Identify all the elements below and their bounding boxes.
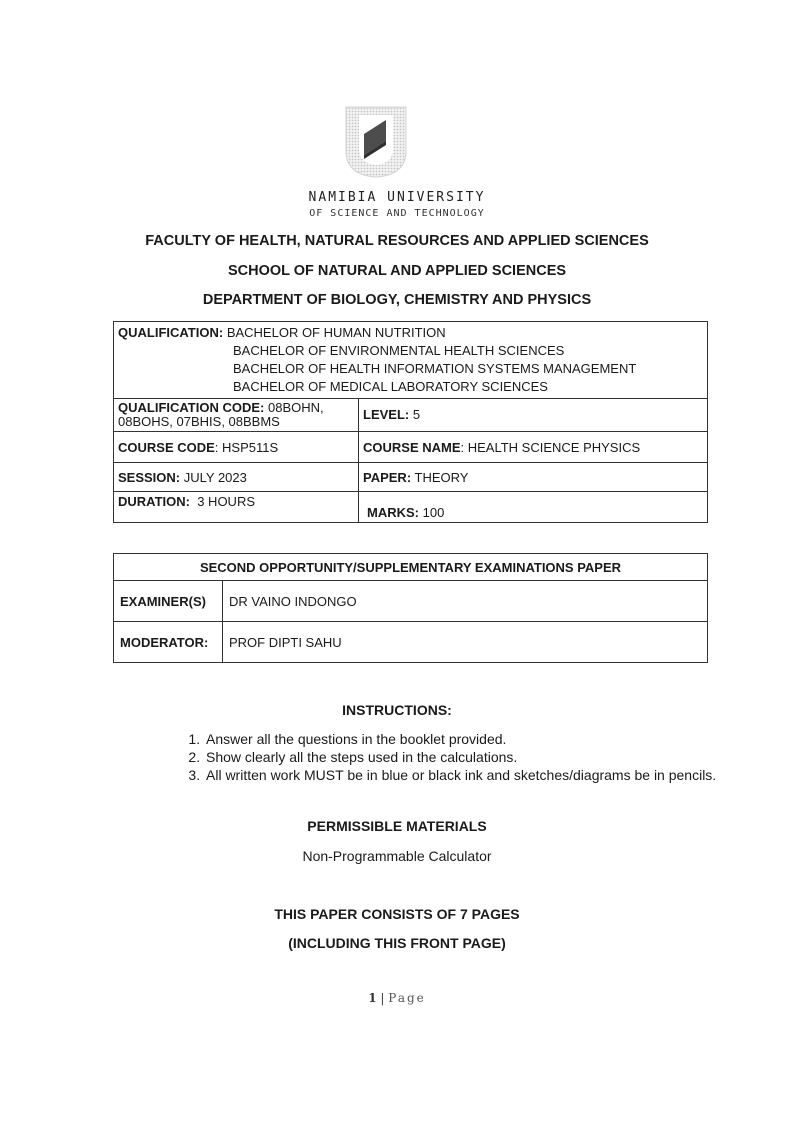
qualification-code-cell [114,399,359,432]
duration-label: DURATION: [118,494,190,509]
duration-cell [114,492,359,523]
qualification-code-row [114,399,708,432]
university-logo [339,101,413,179]
examiner-row [114,581,708,622]
course-code-cell [114,432,359,463]
qualification-row [114,322,708,399]
page-label: Page [388,991,426,1005]
instruction-item: 2. Show clearly all the steps used in the calculations. [204,748,724,766]
faculty-heading: FACULTY OF HEALTH, NATURAL RESOURCES AND APPLIED SCIENCES [145,233,649,249]
session-row [114,463,708,492]
marks-value: 100 [422,505,445,520]
paper-cell [359,463,708,492]
course-code-label: COURSE CODE [118,439,215,455]
qualification-label: QUALIFICATION: [118,325,224,340]
department-heading: DEPARTMENT OF BIOLOGY, CHEMISTRY AND PHYSICS [202,292,592,308]
instructions-list [180,730,724,784]
permissible-material-item: Non-Programmable Calculator [302,848,492,864]
examination-table [113,553,708,663]
session-label: SESSION: [118,469,181,485]
qualification-item: BACHELOR OF MEDICAL LABORATORY SCIENCES [233,379,548,394]
course-row [114,432,708,463]
moderator-row [114,622,708,663]
qualification-item: BACHELOR OF HUMAN NUTRITION [226,325,446,340]
course-name-value: : HEALTH SCIENCE PHYSICS [460,439,641,455]
qualification-code-label: QUALIFICATION CODE: [118,400,265,415]
exam-title-row [114,554,708,581]
moderator-label: MODERATOR: [114,622,223,663]
level-cell [359,399,708,432]
qualification-line-1 [118,324,703,342]
duration-row [114,492,708,523]
course-info-table [113,321,708,523]
school-heading: SCHOOL OF NATURAL AND APPLIED SCIENCES [227,263,567,279]
qualification-code-value: 08BOHN, [267,400,324,415]
instruction-item: 1. Answer all the questions in the booklet provided. [204,730,724,748]
level-value: 5 [412,407,421,422]
qualification-item: BACHELOR OF HEALTH INFORMATION SYSTEMS MANAGEMENT [233,361,637,376]
moderator-value: PROF DIPTI SAHU [223,622,708,663]
duration-value: 3 HOURS [197,494,256,509]
page-footer [0,991,794,1005]
page-count-line: THIS PAPER CONSISTS OF 7 PAGES [274,906,520,922]
course-code-value: : HSP511S [214,439,279,455]
instructions-title: INSTRUCTIONS: [342,702,452,718]
instruction-item: 3. All written work MUST be in blue or black ink and sketches/diagrams be in pencils. [204,766,724,784]
examiner-label: EXAMINER(S) [114,581,223,622]
page-number: 1 [368,991,377,1005]
examiner-value: DR VAINO INDONGO [223,581,708,622]
paper-label: PAPER: [363,469,412,485]
exam-title: SECOND OPPORTUNITY/SUPPLEMENTARY EXAMINATIONS PAPER [114,554,708,581]
qualification-cell [114,322,708,399]
session-cell [114,463,359,492]
course-name-cell [359,432,708,463]
course-name-label: COURSE NAME [363,439,461,455]
page-count-note: (INCLUDING THIS FRONT PAGE) [288,935,506,951]
level-label: LEVEL: [363,407,410,422]
qualification-item: BACHELOR OF ENVIRONMENTAL HEALTH SCIENCES [233,343,565,358]
qualification-code-value-2: 08BOHS, 07BHIS, 08BBMS [118,414,280,429]
marks-label: MARKS: [367,505,419,520]
footer-separator: | [380,991,385,1005]
marks-cell [359,492,708,523]
paper-value: THEORY [414,469,469,485]
permissible-materials-title: PERMISSIBLE MATERIALS [307,818,487,834]
session-value: JULY 2023 [183,469,247,485]
university-name: NAMIBIA UNIVERSITY [308,190,486,205]
university-subname: OF SCIENCE AND TECHNOLOGY [309,208,485,219]
